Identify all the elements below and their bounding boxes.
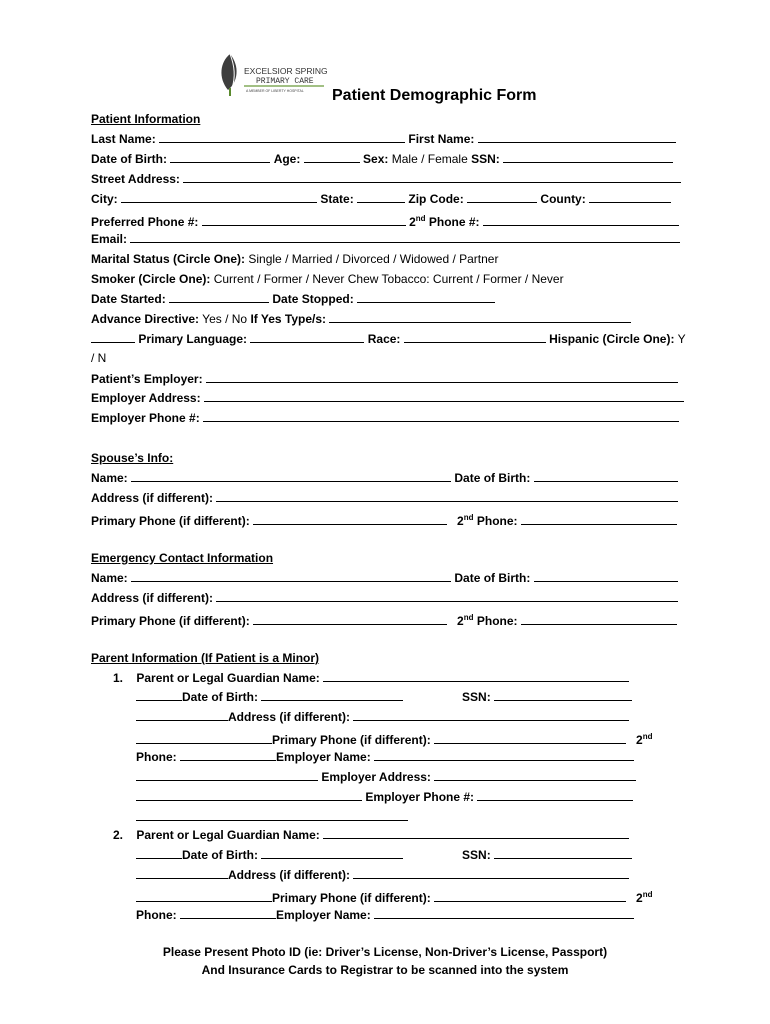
language-row xyxy=(91,332,686,346)
phone-row xyxy=(91,212,679,229)
guardian1-employer-phone-row xyxy=(136,790,633,804)
street-row xyxy=(91,172,681,186)
age-field[interactable] xyxy=(304,152,360,163)
spouse-primary-phone-field[interactable] xyxy=(253,514,447,525)
guardian2-employer-name-label: Employer Name: xyxy=(276,908,371,922)
guardian1-primary-phone-field[interactable] xyxy=(434,733,626,744)
last-name-field[interactable] xyxy=(159,132,405,143)
employer-address-label: Employer Address: xyxy=(91,391,201,405)
guardian2-employer-row xyxy=(136,908,634,922)
tree-logo-icon xyxy=(216,52,328,98)
guardian1-primary-phone-label: Primary Phone (if different): xyxy=(272,733,431,747)
marital-label: Marital Status (Circle One): xyxy=(91,252,246,266)
guardian1-employer-address-label: Employer Address: xyxy=(321,770,431,784)
city-label: City: xyxy=(91,192,118,206)
guardian2-dob-field-cont[interactable] xyxy=(136,868,228,879)
spouse-name-field[interactable] xyxy=(131,471,451,482)
emergency-second-phone-label: 2nd Phone: xyxy=(457,613,518,628)
advance-directive-row xyxy=(91,312,631,326)
guardian2-address-row xyxy=(136,868,629,882)
emergency-address-label: Address (if different): xyxy=(91,591,214,605)
guardian1-name-field-cont[interactable] xyxy=(136,690,182,701)
last-name-label: Last Name: xyxy=(91,132,156,146)
guardian2-second-label: 2nd xyxy=(636,890,653,905)
guardian1-address-row xyxy=(136,710,629,724)
hispanic-no[interactable]: / N xyxy=(91,351,107,365)
hispanic-label: Hispanic (Circle One): xyxy=(549,332,675,346)
guardian2-primary-phone-field[interactable] xyxy=(434,891,626,902)
guardian2-dob-label: Date of Birth: xyxy=(182,848,258,862)
directive-type-field-cont[interactable] xyxy=(91,332,135,343)
guardian2-address-field[interactable] xyxy=(353,868,629,879)
guardian1-employer-phone-label: Employer Phone #: xyxy=(365,790,475,804)
emergency-address-field[interactable] xyxy=(216,591,678,602)
spouse-second-phone-field[interactable] xyxy=(521,514,677,525)
email-row xyxy=(91,232,680,246)
emergency-primary-phone-field[interactable] xyxy=(253,614,447,625)
marital-options[interactable]: Single / Married / Divorced / Widowed / Partner xyxy=(248,252,499,266)
logo-line1: EXCELSIOR SPRINGS xyxy=(244,66,328,76)
guardian1-employer-address-row xyxy=(136,770,636,784)
guardian1-address-label: Address (if different): xyxy=(228,710,351,724)
guardian2-ssn-field[interactable] xyxy=(494,848,632,859)
guardian2-ssn-label: SSN: xyxy=(462,848,491,862)
ssn-label: SSN: xyxy=(471,152,500,166)
guardian1-dob-field[interactable] xyxy=(261,690,403,701)
guardian1-employer-row xyxy=(136,750,634,764)
clinic-logo xyxy=(216,52,328,98)
email-field[interactable] xyxy=(130,232,680,243)
guardian1-employer-name-field-cont[interactable] xyxy=(136,770,318,781)
county-label: County: xyxy=(540,192,586,206)
smoker-options[interactable]: Current / Former / Never Chew Tobacco: Current / Former / Never xyxy=(213,272,564,286)
emergency-name-row xyxy=(91,571,678,585)
guardian1-address-field-cont[interactable] xyxy=(136,733,272,744)
date-started-label: Date Started: xyxy=(91,292,166,306)
employer-phone-row xyxy=(91,411,679,425)
spouse-address-field[interactable] xyxy=(216,491,678,502)
guardian2-employer-name-field[interactable] xyxy=(374,908,634,919)
spouse-name-label: Name: xyxy=(91,471,128,485)
advance-options[interactable]: Yes / No xyxy=(202,312,248,326)
emergency-address-row xyxy=(91,591,678,605)
spouse-phone-row xyxy=(91,511,677,528)
guardian2-name-field[interactable] xyxy=(323,828,629,839)
spouse-dob-field[interactable] xyxy=(534,471,678,482)
guardian1-name-row xyxy=(113,671,629,685)
guardian2-name-row xyxy=(113,828,629,842)
parent-heading: Parent Information (If Patient is a Minor) xyxy=(91,651,320,665)
employer-phone-field[interactable] xyxy=(203,411,679,422)
footer-line1: Please Present Photo ID (ie: Driver’s License, Non-Driver’s License, Passport) xyxy=(162,945,608,959)
emergency-name-label: Name: xyxy=(91,571,128,585)
guardian1-dob-label: Date of Birth: xyxy=(182,690,258,704)
smoker-row xyxy=(91,272,564,286)
ssn-field[interactable] xyxy=(503,152,673,163)
email-label: Email: xyxy=(91,232,128,246)
patient-info-heading: Patient Information xyxy=(91,112,201,126)
race-label: Race: xyxy=(367,332,401,346)
preferred-phone-label: Preferred Phone #: xyxy=(91,215,199,229)
guardian1-phone-label: Phone: xyxy=(136,750,177,764)
employer-address-row xyxy=(91,391,684,405)
spouse-address-row xyxy=(91,491,678,505)
guardian1-employer-address-field-cont[interactable] xyxy=(136,790,362,801)
preferred-phone-field[interactable] xyxy=(202,215,406,226)
sex-label: Sex: xyxy=(363,152,389,166)
dob-field[interactable] xyxy=(170,152,270,163)
marital-row xyxy=(91,252,498,266)
guardian2-name-label: Parent or Legal Guardian Name: xyxy=(136,828,320,842)
zip-label: Zip Code: xyxy=(408,192,464,206)
street-field[interactable] xyxy=(183,172,681,183)
smoking-dates-row xyxy=(91,292,495,306)
guardian2-number: 2. xyxy=(113,828,124,842)
guardian1-employer-address-field[interactable] xyxy=(434,770,636,781)
guardian1-employer-name-label: Employer Name: xyxy=(276,750,371,764)
spouse-name-row xyxy=(91,471,678,485)
logo-line2: PRIMARY CARE xyxy=(256,77,314,86)
emergency-second-phone-field[interactable] xyxy=(521,614,677,625)
primary-language-field[interactable] xyxy=(250,332,364,343)
second-phone-label: 2nd Phone #: xyxy=(409,214,480,229)
age-label: Age: xyxy=(273,152,301,166)
spouse-heading: Spouse’s Info: xyxy=(91,451,174,465)
page-title: Patient Demographic Form xyxy=(332,87,537,104)
guardian1-employer-name-field[interactable] xyxy=(374,750,634,761)
guardian1-dob-row xyxy=(136,690,632,704)
guardian2-name-field-cont[interactable] xyxy=(136,848,182,859)
guardian2-second-phone-field[interactable] xyxy=(180,908,276,919)
guardian2-primary-phone-label: Primary Phone (if different): xyxy=(272,891,431,905)
guardian2-phone-row xyxy=(136,888,653,905)
guardian1-extra-row xyxy=(136,810,408,824)
guardian1-name-label: Parent or Legal Guardian Name: xyxy=(136,671,320,685)
date-stopped-label: Date Stopped: xyxy=(272,292,354,306)
footer-line2: And Insurance Cards to Registrar to be scanned into the system xyxy=(201,963,569,977)
spouse-address-label: Address (if different): xyxy=(91,491,214,505)
emergency-dob-field[interactable] xyxy=(534,571,678,582)
advance-label: Advance Directive: xyxy=(91,312,200,326)
guardian1-address-field[interactable] xyxy=(353,710,629,721)
guardian2-phone-label: Phone: xyxy=(136,908,177,922)
county-field[interactable] xyxy=(589,192,671,203)
guardian1-name-field[interactable] xyxy=(323,671,629,682)
name-row xyxy=(91,132,676,146)
race-field[interactable] xyxy=(404,332,546,343)
guardian2-address-label: Address (if different): xyxy=(228,868,351,882)
guardian1-second-phone-field[interactable] xyxy=(180,750,276,761)
guardian1-ssn-field[interactable] xyxy=(494,690,632,701)
state-field[interactable] xyxy=(357,192,405,203)
guardian1-employer-phone-field[interactable] xyxy=(477,790,633,801)
date-started-field[interactable] xyxy=(169,292,269,303)
employer-phone-label: Employer Phone #: xyxy=(91,411,200,425)
employer-row xyxy=(91,372,678,386)
directive-type-field[interactable] xyxy=(329,312,631,323)
sex-options[interactable]: Male / Female xyxy=(391,152,468,166)
first-name-label: First Name: xyxy=(408,132,475,146)
city-row xyxy=(91,192,671,206)
guardian1-number: 1. xyxy=(113,671,124,685)
employer-label: Patient’s Employer: xyxy=(91,372,203,386)
guardian1-ssn-label: SSN: xyxy=(462,690,491,704)
employer-field[interactable] xyxy=(206,372,678,383)
emergency-dob-label: Date of Birth: xyxy=(454,571,531,585)
first-name-field[interactable] xyxy=(478,132,676,143)
if-yes-label: If Yes Type/s: xyxy=(250,312,327,326)
spouse-dob-label: Date of Birth: xyxy=(454,471,531,485)
guardian1-employer-phone-field-cont[interactable] xyxy=(136,810,408,821)
guardian1-dob-field-cont[interactable] xyxy=(136,710,228,721)
dob-label: Date of Birth: xyxy=(91,152,167,166)
spouse-second-phone-label: 2nd Phone: xyxy=(457,513,518,528)
guardian1-second-label: 2nd xyxy=(636,732,653,747)
emergency-heading: Emergency Contact Information xyxy=(91,551,274,565)
street-label: Street Address: xyxy=(91,172,180,186)
dob-row xyxy=(91,152,673,166)
emergency-primary-phone-label: Primary Phone (if different): xyxy=(91,614,250,628)
date-stopped-field[interactable] xyxy=(357,292,495,303)
city-field[interactable] xyxy=(121,192,317,203)
logo-line3: A MEMBER OF LIBERTY HOSPITAL xyxy=(246,89,304,93)
hispanic-yes[interactable]: Y xyxy=(677,332,686,346)
spouse-primary-phone-label: Primary Phone (if different): xyxy=(91,514,250,528)
second-phone-field[interactable] xyxy=(483,215,679,226)
smoker-label: Smoker (Circle One): xyxy=(91,272,211,286)
primary-language-label: Primary Language: xyxy=(138,332,248,346)
emergency-phone-row xyxy=(91,611,677,628)
employer-address-field[interactable] xyxy=(204,391,684,402)
guardian1-phone-row xyxy=(136,730,653,747)
emergency-name-field[interactable] xyxy=(131,571,451,582)
zip-field[interactable] xyxy=(467,192,537,203)
guardian2-dob-row xyxy=(136,848,632,862)
state-label: State: xyxy=(320,192,354,206)
guardian2-dob-field[interactable] xyxy=(261,848,403,859)
guardian2-address-field-cont[interactable] xyxy=(136,891,272,902)
